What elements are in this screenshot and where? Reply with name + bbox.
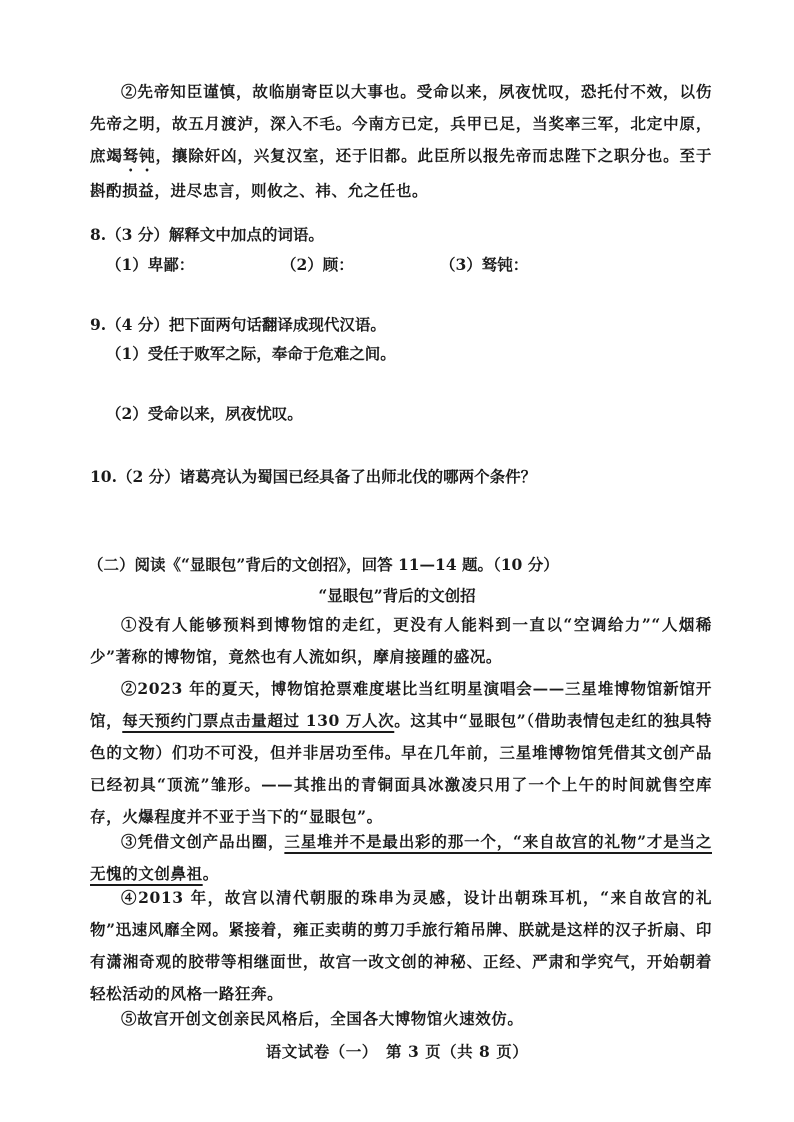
passage-text-cont: ，攘除奸凶，兴复汉室，还于旧都。此臣所以报先帝而忠陛下之职分也。至于斟酌损益，进尽忠言，则攸之、祎、允之任也。 [90, 146, 713, 200]
p2-text: ②2023 年的夏天，博物馆抢票难度堪比当红明星演唱会——三星堆博物馆新馆开馆， [90, 679, 712, 730]
underlined-sentence-2: 三星堆并不是最出彩的那一个，“来自故宫的礼物”才是当之无愧的文创鼻祖 [90, 832, 712, 883]
q9-item-2: （2）受命以来，夙夜忧叹。 [106, 404, 303, 423]
article-paragraph-1: ①没有人能够预料到博物馆的走红，更没有人能料到一直以“空调给力”“人烟稀少”著称的博物馆，竟然也有人流如织，摩肩接踵的盛况。 [90, 615, 712, 666]
article-paragraph-2 [90, 673, 712, 833]
article-paragraph-3 [90, 826, 712, 890]
dotted-word: 驽钝 [122, 146, 156, 165]
passage-paragraph-2 [90, 76, 712, 207]
article-paragraph-4: ④2013 年，故宫以清代朝服的珠串为灵感，设计出朝珠耳机，“来自故宫的礼物”迅速风靡全网。紧接着，雍正卖萌的剪刀手旅行箱吊牌、朕就是这样的汉子折扇、印有潇湘奇观的胶带等相继面世，故宫一改文创的神秘、正经、严肃和学究气，开始朝着轻松活动的风格一路狂奔。 [90, 888, 712, 1003]
page-footer: 语文试卷（一） 第 3 页（共 8 页） [265, 1042, 529, 1061]
article-title: “显眼包”背后的文创招 [318, 586, 476, 605]
q8-item-2: （2）顾： [281, 255, 354, 274]
underlined-sentence-1: 每天预约门票点击量超过 130 万人次 [122, 711, 395, 730]
question-10: 10.（2 分）诸葛亮认为蜀国已经具备了出师北伐的哪两个条件？ [90, 467, 537, 486]
question-8: 8.（3 分）解释文中加点的词语。 [90, 225, 324, 244]
q9-item-1: （1）受任于败军之际，奉命于危难之间。 [106, 344, 396, 363]
q8-item-3: （3）驽钝： [440, 255, 529, 274]
passage-text: ②先帝知臣谨慎，故临崩寄臣以大事也。受命以来，夙夜忧叹，恐托付不效，以伤先帝之明，故五月渡泸，深入不毛。今南方已定，兵甲已足，当奖率三军，北定中原，庶竭 [90, 82, 712, 165]
q8-item-1: （1）卑鄙： [106, 255, 195, 274]
question-9: 9.（4 分）把下面两句话翻译成现代汉语。 [90, 315, 386, 334]
p2-text-cont: 。这其中“显眼包”（借助表情包走红的独具特色的文物）们功不可没，但并非居功至伟。早在几年前，三星堆博物馆凭借其文创产品已经初具“顶流”雏形。——其推出的青铜面具冰激凌只用了一个上午的时间就售空库存，火爆程度并不亚于当下的“显眼包”。 [90, 711, 712, 826]
article-paragraph-5: ⑤故宫开创文创亲民风格后，全国各大博物馆火速效仿。 [121, 1009, 524, 1028]
section-2-heading: （二）阅读《“显眼包”背后的文创招》，回答 11—14 题。（10 分） [88, 555, 559, 574]
p3-text: ③凭借文创产品出圈， [121, 832, 285, 851]
p3-text-cont: 。 [202, 864, 219, 883]
